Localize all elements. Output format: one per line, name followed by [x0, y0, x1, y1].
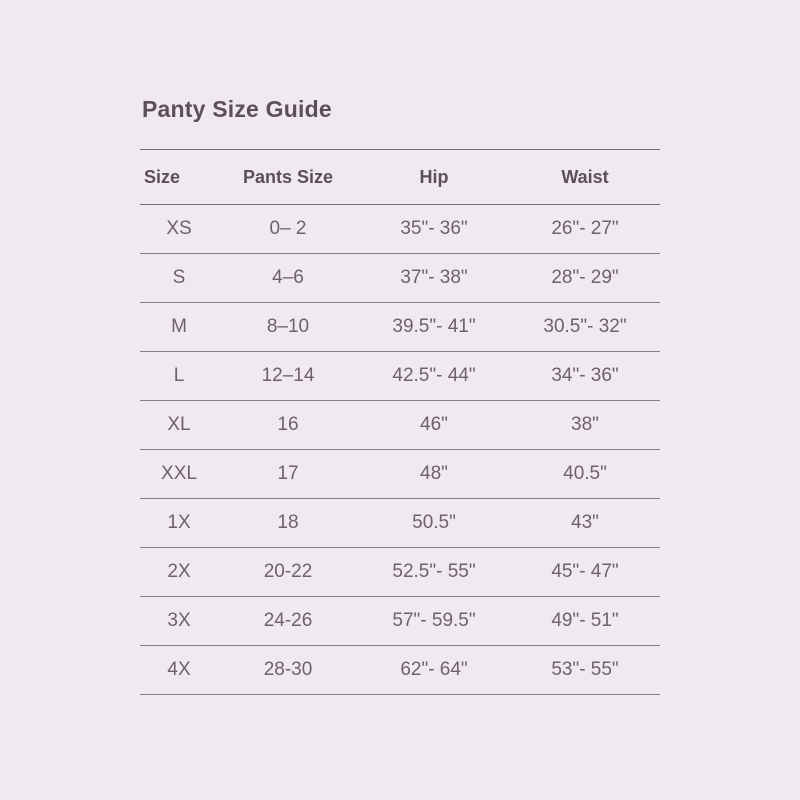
cell-size: 4X [140, 646, 218, 695]
cell-waist: 40.5" [510, 450, 660, 499]
cell-hip: 42.5"- 44" [358, 352, 510, 401]
column-header-hip: Hip [358, 150, 510, 205]
cell-hip: 39.5"- 41" [358, 303, 510, 352]
cell-pants-size: 12–14 [218, 352, 358, 401]
cell-hip: 35"- 36" [358, 205, 510, 254]
table-header-row [140, 150, 660, 205]
size-guide-card [140, 96, 660, 695]
table-header [140, 150, 660, 205]
column-header-pants-size: Pants Size [218, 150, 358, 205]
cell-size: 1X [140, 499, 218, 548]
cell-pants-size: 20-22 [218, 548, 358, 597]
cell-size: S [140, 254, 218, 303]
cell-size: 3X [140, 597, 218, 646]
cell-hip: 50.5" [358, 499, 510, 548]
table-row [140, 205, 660, 254]
table-row [140, 548, 660, 597]
table-row [140, 499, 660, 548]
cell-pants-size: 0– 2 [218, 205, 358, 254]
cell-hip: 46" [358, 401, 510, 450]
cell-waist: 45"- 47" [510, 548, 660, 597]
cell-waist: 28"- 29" [510, 254, 660, 303]
cell-waist: 26"- 27" [510, 205, 660, 254]
cell-size: 2X [140, 548, 218, 597]
cell-waist: 53"- 55" [510, 646, 660, 695]
table-row [140, 303, 660, 352]
column-header-waist: Waist [510, 150, 660, 205]
table-row [140, 254, 660, 303]
table-row [140, 646, 660, 695]
cell-waist: 43" [510, 499, 660, 548]
cell-hip: 62"- 64" [358, 646, 510, 695]
cell-pants-size: 24-26 [218, 597, 358, 646]
cell-pants-size: 17 [218, 450, 358, 499]
cell-waist: 38" [510, 401, 660, 450]
table-row [140, 597, 660, 646]
table-body [140, 205, 660, 695]
cell-hip: 37"- 38" [358, 254, 510, 303]
cell-size: XS [140, 205, 218, 254]
size-chart-table [140, 149, 660, 695]
cell-hip: 52.5"- 55" [358, 548, 510, 597]
table-row [140, 352, 660, 401]
cell-size: XXL [140, 450, 218, 499]
cell-hip: 48" [358, 450, 510, 499]
column-header-size: Size [140, 150, 218, 205]
table-row [140, 450, 660, 499]
cell-size: M [140, 303, 218, 352]
cell-pants-size: 18 [218, 499, 358, 548]
cell-pants-size: 16 [218, 401, 358, 450]
cell-waist: 49"- 51" [510, 597, 660, 646]
cell-pants-size: 8–10 [218, 303, 358, 352]
cell-pants-size: 4–6 [218, 254, 358, 303]
cell-size: XL [140, 401, 218, 450]
cell-waist: 30.5"- 32" [510, 303, 660, 352]
cell-hip: 57"- 59.5" [358, 597, 510, 646]
cell-waist: 34"- 36" [510, 352, 660, 401]
page-title: Panty Size Guide [142, 96, 332, 122]
cell-size: L [140, 352, 218, 401]
table-row [140, 401, 660, 450]
cell-pants-size: 28-30 [218, 646, 358, 695]
